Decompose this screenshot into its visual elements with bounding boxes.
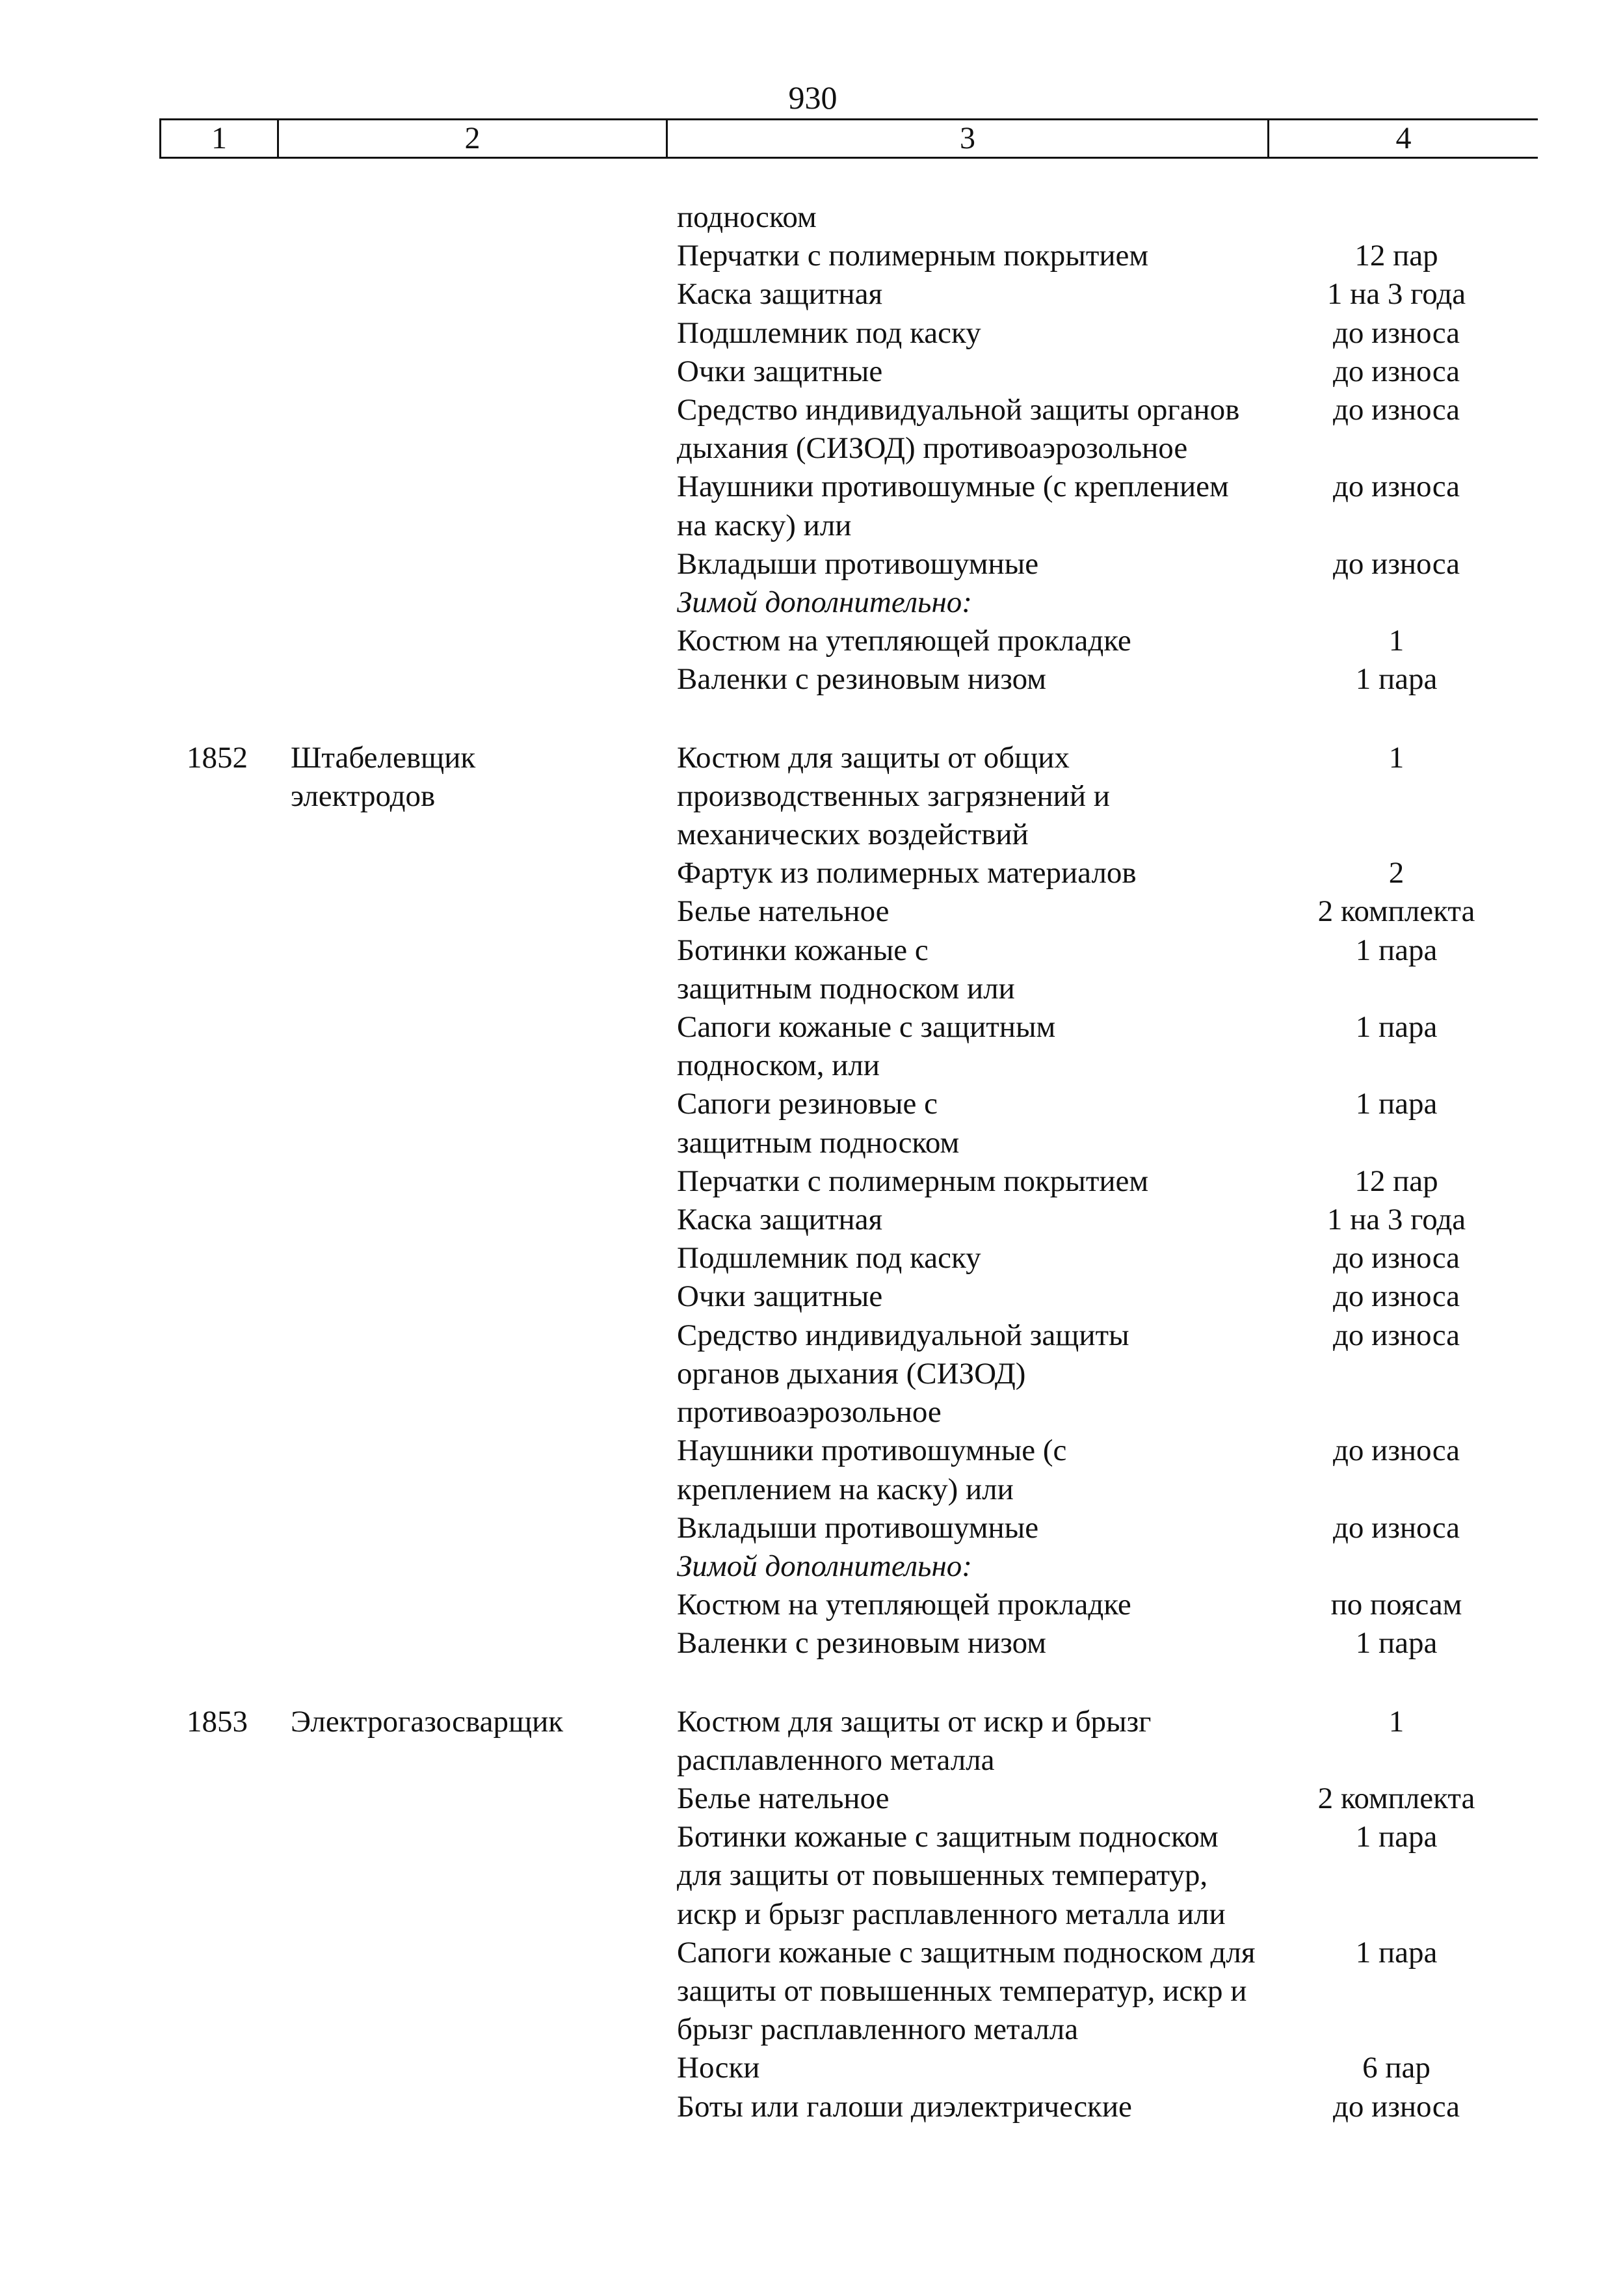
item-norm: 1 на 3 года: [1326, 277, 1466, 312]
item-name: Очки защитные: [677, 354, 883, 388]
table-row: [159, 583, 1538, 622]
item-name: Костюм для защиты от общих производственных загрязнений и механических воздействий: [677, 740, 1110, 852]
winter-additional-label: Зимой дополнительно:: [677, 1549, 972, 1583]
table-row: [159, 1780, 1538, 1818]
item-norm: до износа: [1333, 1318, 1460, 1352]
item-name: подноском: [677, 200, 817, 234]
table-row: [159, 622, 1538, 660]
item-norm: 2 комплекта: [1317, 1781, 1475, 1815]
table-row: [159, 892, 1538, 931]
table-row: [159, 1509, 1538, 1547]
profession-group: [159, 1703, 1538, 2126]
table-row: [159, 1547, 1538, 1586]
item-name: Вкладыши противошумные: [677, 546, 1039, 581]
table-row: [159, 275, 1538, 314]
item-norm: до износа: [1333, 1241, 1460, 1275]
item-norm: до износа: [1333, 1434, 1460, 1468]
winter-additional-label: Зимой дополнительно:: [677, 585, 972, 620]
item-name: Очки защитные: [677, 1279, 883, 1314]
item-name: Подшлемник под каску: [677, 315, 981, 350]
table-row: [159, 854, 1538, 892]
item-name: Сапоги кожаные с защитным подноском для защиты от повышенных температур, искр и брызг расплавленного металла: [677, 1935, 1256, 2047]
table-row: [159, 1586, 1538, 1624]
item-name: Белье нательное: [677, 1781, 890, 1815]
table-row: [159, 1703, 1538, 1780]
column-header-table: [159, 118, 1538, 159]
table-body: [159, 198, 1538, 2126]
table-row: [159, 660, 1538, 699]
item-norm: до износа: [1333, 1279, 1460, 1314]
item-norm: 1 на 3 года: [1326, 1203, 1466, 1237]
profession-group: [159, 198, 1538, 699]
table-row: [159, 314, 1538, 353]
table-row: [159, 468, 1538, 544]
item-name: Каска защитная: [677, 1203, 883, 1237]
item-name: Средство индивидуальной защиты органов дыхания (СИЗОД) противоаэрозольное: [677, 393, 1240, 466]
item-norm: до износа: [1333, 1510, 1460, 1545]
profession-group: [159, 739, 1538, 1663]
item-norm: до износа: [1333, 2089, 1460, 2124]
profession-number: 1853: [187, 1704, 248, 1739]
table-row: [159, 2088, 1538, 2126]
item-name: Белье нательное: [677, 894, 890, 929]
item-norm: 1 пара: [1355, 1820, 1438, 1854]
item-name: Вкладыши противошумные: [677, 1510, 1039, 1545]
table-row: [159, 1818, 1538, 1934]
item-name: Сапоги резиновые с защитным подноском: [677, 1087, 960, 1160]
page-number: 930: [788, 79, 838, 116]
item-name: Перчатки с полимерным покрытием: [677, 239, 1149, 273]
table-row: [159, 1008, 1538, 1085]
item-name: Подшлемник под каску: [677, 1241, 981, 1275]
column-header-2: 2: [278, 120, 667, 158]
item-norm: 1 пара: [1355, 1626, 1438, 1661]
item-norm: до износа: [1333, 354, 1460, 388]
table-row: [159, 237, 1538, 275]
item-norm: 12 пар: [1354, 1164, 1438, 1198]
item-norm: до износа: [1333, 546, 1460, 581]
item-name: Костюм на утепляющей прокладке: [677, 624, 1131, 658]
table-row: [159, 1277, 1538, 1316]
item-norm: по поясам: [1330, 1588, 1462, 1622]
item-norm: до износа: [1333, 315, 1460, 350]
item-norm: 1 пара: [1355, 1010, 1438, 1045]
table-row: [159, 545, 1538, 583]
item-name: Сапоги кожаные с защитным подноском, или: [677, 1010, 1056, 1083]
item-norm: 1: [1388, 624, 1405, 658]
item-name: Валенки с резиновым низом: [677, 662, 1046, 697]
column-header-1: 1: [161, 120, 278, 158]
item-norm: 1 пара: [1355, 662, 1438, 697]
item-norm: 1: [1388, 1704, 1405, 1739]
column-header-4: 4: [1269, 120, 1538, 158]
item-name: Костюм на утепляющей прокладке: [677, 1588, 1131, 1622]
item-norm: 1 пара: [1355, 933, 1438, 967]
table-row: [159, 1316, 1538, 1432]
table-row: [159, 739, 1538, 855]
profession-name: Электрогазосварщик: [291, 1704, 564, 1739]
item-name: Носки: [677, 2051, 760, 2085]
item-norm: 1: [1388, 740, 1405, 775]
item-name: Каска защитная: [677, 277, 883, 312]
item-norm: 2 комплекта: [1317, 894, 1475, 929]
table-row: [159, 1085, 1538, 1162]
item-name: Ботинки кожаные с защитным подноском для защиты от повышенных температур, искр и брызг расплавленного металла или: [677, 1820, 1226, 1931]
table-row: [159, 198, 1538, 237]
table-row: [159, 1239, 1538, 1277]
item-name: Наушники противошумные (с креплением на каску) или: [677, 470, 1229, 542]
table-row: [159, 391, 1538, 468]
item-norm: 6 пар: [1362, 2051, 1431, 2085]
item-name: Средство индивидуальной защиты органов дыхания (СИЗОД) противоаэрозольное: [677, 1318, 1129, 1430]
table-row: [159, 1624, 1538, 1662]
item-norm: до износа: [1333, 470, 1460, 504]
table-row: [159, 1162, 1538, 1201]
item-name: Перчатки с полимерным покрытием: [677, 1164, 1149, 1198]
item-norm: 12 пар: [1354, 239, 1438, 273]
item-name: Ботинки кожаные с защитным подноском или: [677, 933, 1015, 1006]
table-row: [159, 1432, 1538, 1508]
item-norm: 1 пара: [1355, 1935, 1438, 1969]
profession-number: 1852: [187, 740, 248, 775]
table-row: [159, 1934, 1538, 2049]
table-row: [159, 353, 1538, 391]
item-norm: 2: [1388, 856, 1405, 890]
item-norm: до износа: [1333, 393, 1460, 427]
column-header-3: 3: [667, 120, 1269, 158]
item-name: Фартук из полимерных материалов: [677, 856, 1137, 890]
item-name: Валенки с резиновым низом: [677, 1626, 1046, 1661]
item-name: Костюм для защиты от искр и брызг расплавленного металла: [677, 1704, 1152, 1777]
table-row: [159, 2049, 1538, 2087]
column-header-row: [161, 120, 1538, 158]
profession-name: Штабелевщик электродов: [291, 740, 476, 813]
table-row: [159, 931, 1538, 1008]
item-norm: 1 пара: [1355, 1087, 1438, 1121]
table-row: [159, 1201, 1538, 1239]
item-name: Боты или галоши диэлектрические: [677, 2089, 1132, 2124]
item-name: Наушники противошумные (с креплением на каску) или: [677, 1434, 1067, 1506]
